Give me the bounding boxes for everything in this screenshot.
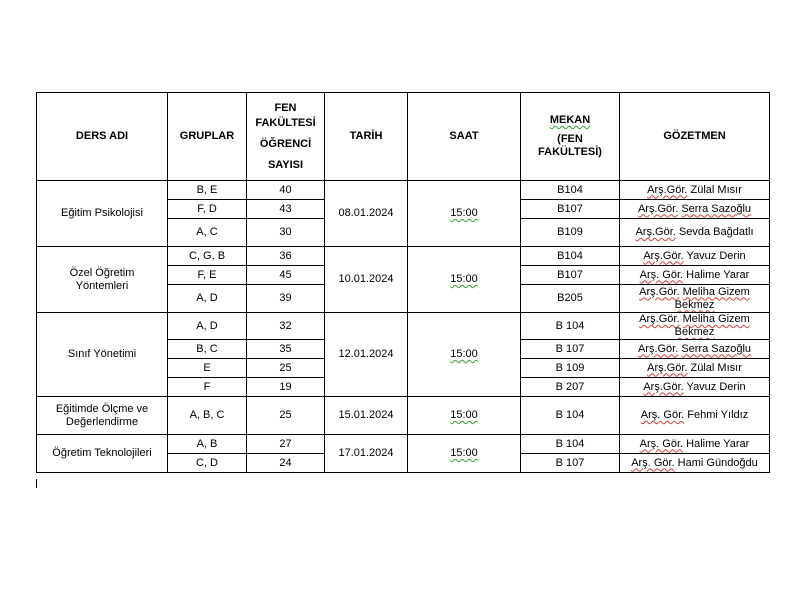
course-name-line: Eğitimde Ölçme ve (55, 402, 149, 415)
proctor-title: Arş.Gör. (647, 361, 688, 374)
time-cell (408, 397, 521, 435)
header-gruplar: GRUPLAR (168, 93, 247, 181)
group-cell: F, E (168, 266, 247, 285)
student-count-cell: 30 (247, 219, 325, 247)
date-cell: 17.01.2024 (325, 435, 408, 473)
proctor-name: Sevda Bağdatlı (678, 226, 754, 238)
student-count-cell: 24 (247, 454, 325, 473)
course-name-line: Değerlendirme (65, 415, 139, 428)
table-row (37, 313, 770, 340)
proctor-name: Halime Yarar (686, 268, 750, 281)
exam-schedule-table (36, 92, 770, 473)
time-cell (408, 181, 521, 247)
date-cell: 10.01.2024 (325, 247, 408, 313)
time-cell (408, 435, 521, 473)
group-cell: A, D (168, 285, 247, 313)
time-cell (408, 313, 521, 397)
room-cell: B107 (521, 200, 620, 219)
group-cell: B, C (168, 340, 247, 359)
proctor-title: Arş.Gör. (643, 249, 684, 262)
student-count-cell: 32 (247, 313, 325, 340)
course-name (37, 181, 168, 247)
proctor-name: Serra Sazoğlu (681, 202, 752, 215)
room-cell: B107 (521, 266, 620, 285)
text-cursor (36, 479, 37, 488)
date-cell: 12.01.2024 (325, 313, 408, 397)
proctor-title: Arş.Gör. (635, 226, 676, 238)
course-name (37, 247, 168, 313)
proctor-cell (620, 435, 770, 454)
group-cell: A, B, C (168, 397, 247, 435)
proctor-cell (620, 219, 770, 247)
course-name (37, 435, 168, 473)
proctor-cell (620, 397, 770, 435)
course-name-line: Eğitim Psikolojisi (61, 207, 143, 219)
proctor-title: Arş. Gör. (631, 456, 675, 469)
proctor-cell (620, 359, 770, 378)
group-cell: E (168, 359, 247, 378)
header-row (37, 93, 770, 181)
course-name-line: Yöntemleri (75, 279, 129, 292)
course-name-line: Sınıf Yönetimi (67, 348, 137, 360)
table-row (37, 247, 770, 266)
proctor-title: Arş. Gör. (640, 409, 685, 421)
group-cell: A, C (168, 219, 247, 247)
group-cell: A, B (168, 435, 247, 454)
header-ogrenci-sayisi (247, 93, 325, 181)
header-tarih: TARİH (325, 93, 408, 181)
header-mekan-line: MEKAN (549, 114, 591, 126)
header-saat: SAAT (408, 93, 521, 181)
room-cell: B 104 (521, 313, 620, 340)
room-cell: B 109 (521, 359, 620, 378)
proctor-name: Halime Yarar (686, 437, 750, 450)
proctor-title: Arş.Gör. (643, 380, 684, 393)
proctor-name: Serra Sazoğlu (681, 342, 752, 355)
room-cell: B 107 (521, 340, 620, 359)
proctor-cell (620, 247, 770, 266)
table-row (37, 181, 770, 200)
header-sayi-line: ÖĞRENCİ (259, 137, 312, 150)
proctor-name: Zülal Mısır (690, 361, 742, 374)
header-gozetmen: GÖZETMEN (620, 93, 770, 181)
student-count-cell: 45 (247, 266, 325, 285)
header-sayi-line: SAYISI (267, 158, 304, 171)
time-cell-text: 15:00 (450, 409, 478, 421)
proctor-cell (620, 266, 770, 285)
group-cell: F, D (168, 200, 247, 219)
proctor-cell (620, 181, 770, 200)
time-cell (408, 247, 521, 313)
proctor-cell (620, 285, 770, 313)
time-cell-text: 15:00 (450, 348, 478, 360)
proctor-title: Arş.Gör. (647, 183, 688, 196)
table-row (37, 397, 770, 435)
proctor-title: Arş. Gör. (639, 437, 684, 450)
time-cell-text: 15:00 (450, 447, 478, 459)
proctor-name: Zülal Mısır (690, 183, 742, 196)
table-row (37, 435, 770, 454)
group-cell: F (168, 378, 247, 397)
room-cell: B 104 (521, 435, 620, 454)
header-sayi-line: FEN (274, 101, 297, 114)
time-cell-text: 15:00 (450, 207, 478, 219)
proctor-cell (620, 454, 770, 473)
header-mekan-line: FAKÜLTESİ) (538, 146, 602, 158)
proctor-cell (620, 200, 770, 219)
student-count-cell: 43 (247, 200, 325, 219)
student-count-cell: 19 (247, 378, 325, 397)
proctor-name: Yavuz Derin (686, 249, 746, 262)
room-cell: B 207 (521, 378, 620, 397)
course-name-line: Özel Öğretim (69, 266, 135, 279)
proctor-name: Yavuz Derin (686, 380, 746, 393)
proctor-title: Arş.Gör. (637, 202, 679, 215)
proctor-name: Meliha Gizem Bekmez (674, 313, 750, 338)
group-cell: C, G, B (168, 247, 247, 266)
course-name (37, 397, 168, 435)
header-sayi-line: FAKÜLTESİ (255, 116, 316, 129)
student-count-cell: 25 (247, 359, 325, 378)
date-cell: 15.01.2024 (325, 397, 408, 435)
course-name-line: Öğretim Teknolojileri (52, 447, 152, 459)
group-cell: A, D (168, 313, 247, 340)
time-cell-text: 15:00 (450, 273, 478, 285)
room-cell: B 104 (521, 397, 620, 435)
proctor-title: Arş.Gör. (637, 342, 679, 355)
proctor-name: Meliha Gizem Bekmez (674, 285, 750, 311)
group-cell: C, D (168, 454, 247, 473)
student-count-cell: 27 (247, 435, 325, 454)
proctor-cell (620, 313, 770, 340)
student-count-cell: 40 (247, 181, 325, 200)
room-cell: B104 (521, 181, 620, 200)
proctor-title: Arş.Gör. (639, 313, 680, 325)
room-cell: B 107 (521, 454, 620, 473)
date-cell: 08.01.2024 (325, 181, 408, 247)
course-name (37, 313, 168, 397)
proctor-name: Hami Gündoğdu (677, 456, 758, 469)
proctor-title: Arş.Gör. (639, 285, 680, 298)
student-count-cell: 39 (247, 285, 325, 313)
header-ders-adi: DERS ADI (37, 93, 168, 181)
header-mekan-line: (FEN (557, 133, 583, 145)
proctor-title: Arş. Gör. (639, 268, 684, 281)
student-count-cell: 35 (247, 340, 325, 359)
student-count-cell: 36 (247, 247, 325, 266)
room-cell: B205 (521, 285, 620, 313)
room-cell: B109 (521, 219, 620, 247)
student-count-cell: 25 (247, 397, 325, 435)
header-mekan (521, 93, 620, 181)
proctor-cell (620, 340, 770, 359)
room-cell: B104 (521, 247, 620, 266)
proctor-cell (620, 378, 770, 397)
group-cell: B, E (168, 181, 247, 200)
proctor-name: Fehmi Yıldız (687, 409, 749, 421)
